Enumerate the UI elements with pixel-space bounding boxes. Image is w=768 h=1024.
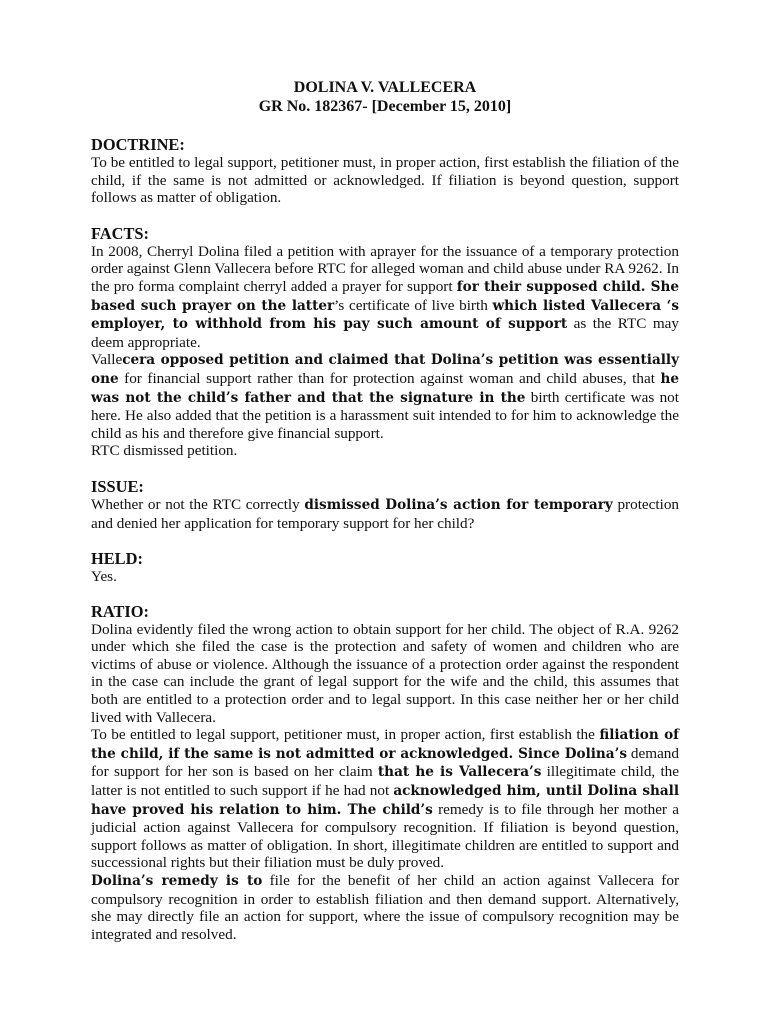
ratio-p3-text-b: file for the benefit of her child an action against Vallecera for compulsory recognition in order to establish filiation and then demand support. Alternatively, she may directly file an action for support, where the issue of compulsory recognition may be integrated and resolved.	[91, 872, 680, 943]
facts-p2-text-e: birth certificate was not here. He also added that the petition is a harassment suit intended to for him to acknowledge the child as his and therefore give financial support.	[91, 388, 679, 442]
facts-paragraph-2	[91, 351, 679, 442]
facts-p2-bold-b: cera opposed petition and claimed that Dolina’s petition was essentially one	[91, 352, 679, 387]
ratio-p2-bold-b: filiation of the child, if the same is not admitted or acknowledged. Since Dolina’s	[91, 727, 680, 762]
issue-text-a: Whether or not the RTC correctly	[91, 495, 300, 513]
doctrine-heading: DOCTRINE:	[91, 135, 185, 154]
ratio-heading: RATIO:	[91, 601, 149, 621]
issue-heading: ISSUE:	[91, 476, 144, 496]
issue-text	[91, 496, 679, 532]
case-title	[91, 78, 679, 116]
facts-p1-bold-b: for their supposed child. She based such prayer on the latter	[91, 278, 680, 314]
document-page	[91, 78, 679, 943]
facts-paragraph-3: RTC dismissed petition.	[91, 442, 238, 460]
ratio-p2-text-c: demand for support for her son is based on her claim	[91, 744, 679, 781]
ratio-p2-bold-f: acknowledged him, until Dolina shall have proved his relation to him. The child’s	[91, 783, 679, 818]
ratio-p2-text-g: remedy is to file through her mother a judicial action against Vallecera for compulsory recognition. If filiation is beyond question, support follows as matter of obligation. In short, illegitimate children are entitled to support and successional rights but their filiation must be duly proved.	[91, 800, 679, 872]
case-title-gr-number: GR No. 182367- [December 15, 2010]	[258, 98, 512, 115]
facts-p1-bold-d: which listed Vallecera ‘s employer, to withhold from his pay such amount of support	[91, 297, 680, 333]
facts-p2-text-a: Valle	[91, 351, 123, 369]
facts-p1-text-e: as the RTC may deem appropriate.	[91, 315, 679, 351]
doctrine-text: To be entitled to legal support, petitioner must, in proper action, first establish the filiation of the child, if the same is not admitted or acknowledged. If filiation is beyond question, support follows as matter of obligation.	[91, 154, 679, 207]
ratio-paragraph-2	[91, 726, 679, 872]
facts-p2-bold-d: he was not the child’s father and that the signature in the	[91, 370, 680, 406]
ratio-p2-bold-d: that he is Vallecera’s	[377, 764, 542, 781]
facts-p2-text-c: for financial support rather than for protection against woman and child abuses, that	[124, 369, 655, 387]
facts-paragraph-1	[91, 243, 679, 352]
ratio-p2-text-a: To be entitled to legal support, petitioner must, in proper action, first establish the	[91, 726, 595, 744]
issue-bold-b: dismissed Dolina’s action for temporary	[304, 496, 613, 513]
held-text: Yes.	[91, 568, 117, 586]
facts-p1-text-c: ’s certificate of live birth	[334, 296, 488, 314]
ratio-paragraph-3	[91, 872, 679, 943]
held-heading: HELD:	[91, 549, 143, 569]
case-title-name: DOLINA V. VALLECERA	[293, 79, 477, 96]
facts-p1-text-a: In 2008, Cherryl Dolina filed a petition with aprayer for the issuance of a temporary protection order against Glenn Vallecera before RTC for alleged woman and child abuse under RA 9262. In the pro forma complaint cherryl added a prayer for support	[91, 242, 679, 295]
issue-text-c: protection and denied her application for temporary support for her child?	[91, 495, 680, 532]
ratio-p2-text-e: illegitimate child, the latter is not entitled to such support if he had not	[91, 763, 680, 800]
ratio-paragraph-1: Dolina evidently filed the wrong action to obtain support for her child. The object of R.A. 9262 under which she filed the case is the protection and safety of women and children who are victims of abuse or violence. Although the issuance of a protection order against the respondent in the case can include the grant of legal support for the wife and the child, this assumes that both are entitled to a protection order and to legal support. In this case neither her or her child lived with Vallecera.	[91, 620, 679, 726]
ratio-p3-bold-a: Dolina’s remedy is to	[91, 873, 263, 889]
facts-heading: FACTS:	[91, 223, 149, 243]
